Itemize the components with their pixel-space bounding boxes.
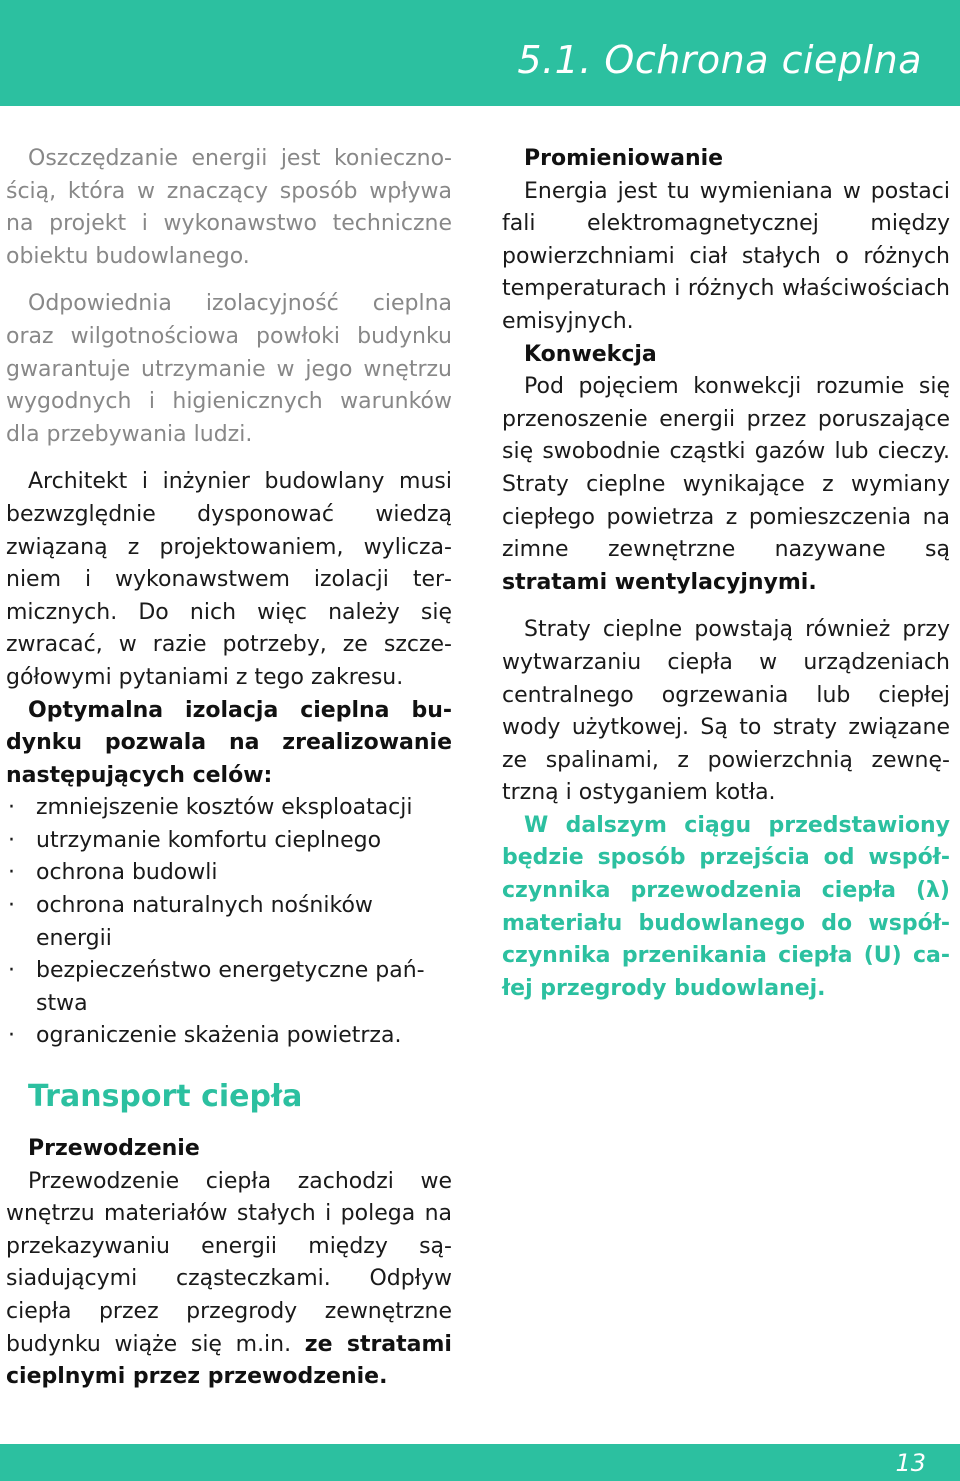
footer-band bbox=[0, 1444, 960, 1481]
convection-paragraph bbox=[502, 371, 950, 599]
section-title: 5.1. Ochrona cieplna bbox=[517, 38, 922, 82]
convection-heading: Konwekcja bbox=[524, 341, 657, 367]
losses-paragraph: Straty cieplne powstają również przy wytwarzaniu ciepła w urządzeniach centralnego ogrzewania lub ciepłej wody użytkowej. Są to straty związane ze spalinami, z powierzchnią zewnętrzną i ostyganiem kotła. bbox=[502, 617, 950, 806]
radiation-paragraph: Energia jest tu wymieniana w postaci fali elektromagnetycznej między powierzchniami ciał stałych o różnych temperaturach i różnych właściwościach emisyjnych. bbox=[502, 178, 950, 334]
list-item: · ochrona budowli bbox=[6, 857, 452, 890]
left-column bbox=[6, 143, 452, 1394]
transport-heading: Transport ciepła bbox=[28, 1079, 303, 1115]
conduction-text: Przewodzenie ciepła zachodzi we wnętrzu materiałów stałych i polega na przekazywaniu energii między sąsiadującymi cząsteczkami. Odpływ ciepła przez przegrody zewnętrzne budynku wiąże się m.in. bbox=[6, 1168, 452, 1357]
conduction-heading: Przewodzenie bbox=[28, 1136, 200, 1162]
conclusion-paragraph: W dalszym ciągu przedstawiony będzie sposób przejścia od współczynnika przewodzenia ciepła (λ) materiału budowlanego do współczynnika przenikania ciepła (U) całej przegrody budowlanej. bbox=[502, 812, 950, 1001]
goals-list bbox=[6, 792, 452, 1053]
list-item: · ochrona naturalnych nośników energii bbox=[6, 890, 452, 955]
list-item: · zmniejszenie kosztów eksploatacji bbox=[6, 792, 452, 825]
list-item: · ograniczenie skażenia powietrza. bbox=[6, 1020, 452, 1053]
intro-paragraph-2: Odpowiednia izolacyjność cieplna oraz wilgotnościowa powłoki budynku gwarantuje utrzymanie w jego wnętrzu wygodnych i higienicznych warunków dla przebywania ludzi. bbox=[6, 291, 452, 447]
convection-bold-text: stratami wentylacyjnymi. bbox=[502, 569, 817, 595]
radiation-heading: Promieniowanie bbox=[524, 146, 724, 171]
convection-text: Pod pojęciem konwekcji rozumie się przenoszenie energii przez poruszające się swobodnie cząstki gazów lub cieczy. Straty cieplne wynikające z wymiany ciepłego powietrza z pomieszczenia na zimne zewnętrzne nazywane są bbox=[502, 374, 950, 563]
conduction-bold-text: ze stratami cieplnymi przez przewodzenie. bbox=[6, 1331, 452, 1390]
list-item: · utrzymanie komfortu cieplnego bbox=[6, 825, 452, 858]
right-column bbox=[502, 143, 950, 1005]
conduction-paragraph bbox=[6, 1166, 452, 1394]
intro-paragraph-3: Architekt i inżynier budowlany musi bezwzględnie dysponować wiedzą związaną z projektowaniem, wyliczaniem i wykonawstwem izolacji termicznych. Do nich więc należy się zwracać, w razie potrzeby, ze szczegółowymi pytaniami z tego zakresu. bbox=[6, 469, 452, 690]
goals-heading: Optymalna izolacja cieplna budynku pozwala na zrealizowanie następujących celów: bbox=[6, 697, 452, 788]
intro-paragraph-1: Oszczędzanie energii jest koniecznością, która w znaczący sposób wpływa na projekt i wykonawstwo techniczne obiektu budowlanego. bbox=[6, 146, 452, 269]
page-number: 13 bbox=[895, 1449, 926, 1477]
list-item: · bezpieczeństwo energetyczne państwa bbox=[6, 955, 452, 1020]
